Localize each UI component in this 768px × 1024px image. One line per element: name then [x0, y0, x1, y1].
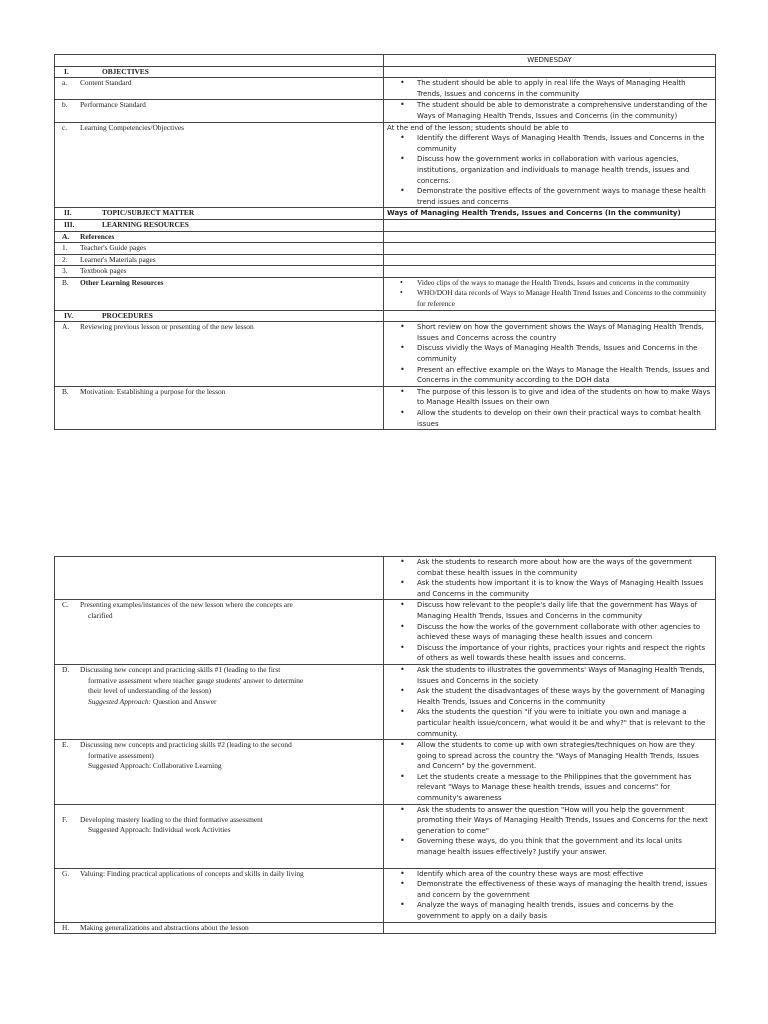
list-item: • Discuss the how the works of the government collaborate with other agencies to achieved these ways of managing these health issues and concern — [417, 622, 712, 643]
row-label: 2. Learner's Materials pages — [55, 254, 384, 266]
section-heading-objectives: I. OBJECTIVES — [55, 66, 384, 78]
row-label: C. Presenting examples/instances of the new lesson where the concepts are clarified — [55, 600, 384, 665]
row-content — [384, 122, 716, 208]
list-item: • Discuss the importance of your rights, practices your rights and respect the rights of others as well towards these health issues and concerns. — [417, 643, 712, 664]
row-content — [384, 804, 716, 868]
competencies-intro: At the end of the lesson; students should be able to — [387, 123, 569, 132]
row-label: E. Discussing new concepts and practicing skills #2 (leading to the second formative assessment) Suggested Approach: Collaborative Learning — [55, 740, 384, 805]
row-content — [384, 322, 716, 387]
table-row — [55, 266, 716, 278]
row-label: A. References — [55, 231, 384, 243]
table-row — [55, 277, 716, 310]
table-cell — [384, 922, 716, 934]
list-item: • Discuss how the government works in collaboration with various agencies, institutions, organization and individuals to manage health trends, issues and concerns. — [417, 154, 712, 186]
table-cell — [55, 557, 384, 600]
row-label: H. Making generalizations and abstractions about the lesson — [55, 922, 384, 934]
table-row — [55, 322, 716, 387]
table-row — [55, 310, 716, 322]
table-row — [55, 66, 716, 78]
row-content — [384, 100, 716, 122]
table-cell — [384, 66, 716, 78]
table-cell — [384, 254, 716, 266]
row-label: F. Developing mastery leading to the third formative assessment Suggested Approach: Individual work Activities — [55, 804, 384, 868]
list-item: • The student should be able to apply in real life the Ways of Managing Health Trends, Issues and concerns in the community — [417, 78, 712, 99]
row-label: 3. Textbook pages — [55, 266, 384, 278]
row-label: B. Motivation: Establishing a purpose for the lesson — [55, 386, 384, 429]
row-content — [384, 557, 716, 600]
list-item: • Short review on how the government shows the Ways of Managing Health Trends, Issues and Concerns across the country — [417, 322, 712, 343]
row-content — [384, 740, 716, 805]
section-heading-learning-resources: III. LEARNING RESOURCES — [55, 219, 384, 231]
list-item: • Ask the students to answer the question "How will you help the government promoting their Ways of Managing Health Trends, Issues and Concerns for the next generation to come" — [417, 805, 712, 837]
list-item: • The purpose of this lesson is to give and idea of the students on how to make Ways to Manage Health Issues on their own — [417, 387, 712, 408]
table-row — [55, 600, 716, 665]
table-row — [55, 740, 716, 805]
row-content — [384, 600, 716, 665]
list-item: • Demonstrate the positive effects of the government ways to manage these health trend issues and concerns — [417, 186, 712, 207]
table-cell — [55, 55, 384, 67]
list-item: • Allow the students to develop on their own their practical ways to combat health issues — [417, 408, 712, 429]
list-item: • Identify which area of the country these ways are most effective — [417, 869, 712, 880]
list-item: • Discuss how relevant to the people's daily life that the government has Ways of Managing Health Trends, Issues and Concerns in the community — [417, 600, 712, 621]
list-item: • The student should be able to demonstrate a comprehensive understanding of the Ways of Managing Health Trends, Issues and Concerns (in the community) — [417, 100, 712, 121]
list-item: • Demonstrate the effectiveness of these ways of managing the health trend, issues and concern by the government — [417, 879, 712, 900]
table-cell — [384, 243, 716, 255]
list-item: • Present an effective example on the Ways to Manage the Health Trends, Issues and Concerns in the community according to the DOH data — [417, 365, 712, 386]
row-label: G. Valuing: Finding practical applications of concepts and skills in daily living — [55, 868, 384, 922]
row-label: B. Other Learning Resources — [55, 277, 384, 310]
row-content — [384, 78, 716, 100]
row-content — [384, 277, 716, 310]
table-row — [55, 55, 716, 67]
table-row — [55, 243, 716, 255]
table-cell — [384, 266, 716, 278]
row-label: c. Learning Competencies/Objectives — [55, 122, 384, 208]
list-item: • WHO/DOH data records of Ways to Manage Health Trend Issues and Concerns to the community for reference — [417, 288, 712, 309]
table-row — [55, 386, 716, 429]
list-item: • Governing these ways, do you think that the government and its local units manage health issues effectively? Justify your answer. — [417, 836, 712, 857]
table-row — [55, 122, 716, 208]
table-cell — [384, 310, 716, 322]
row-label: D. Discussing new concept and practicing skills #1 (leading to the first formative assessment where teacher gauge students' answer to determine their level of understanding of the lesson) Suggested Approach: Question and Answer — [55, 664, 384, 739]
row-content — [384, 664, 716, 739]
list-item: • Identify the different Ways of Managing Health Trends, Issues and Concerns in the community — [417, 133, 712, 154]
topic-value: Ways of Managing Health Trends, Issues and Concerns (In the community) — [384, 208, 716, 220]
table-row — [55, 231, 716, 243]
lesson-plan-table-2 — [54, 556, 716, 934]
list-item: • Discuss vividly the Ways of Managing Health Trends, Issues and Concerns in the community — [417, 343, 712, 364]
section-heading-procedures: IV. PROCEDURES — [55, 310, 384, 322]
list-item: • Analyze the ways of managing health trends, issues and concerns by the government to apply on a daily basis — [417, 900, 712, 921]
list-item: • Allow the students to come up with own strategies/techniques on how are they going to spread across the country the "Ways of Managing Health Trends, Issues and Concern" by the government. — [417, 740, 712, 772]
lesson-plan-table-1 — [54, 54, 716, 430]
row-label: a. Content Standard — [55, 78, 384, 100]
day-header: WEDNESDAY — [384, 55, 716, 67]
table-cell — [384, 231, 716, 243]
section-heading-topic: II. TOPIC/SUBJECT MATTER — [55, 208, 384, 220]
list-item: • Ask the students to illustrates the governments' Ways of Managing Health Trends, Issues and Concerns in the society — [417, 665, 712, 686]
row-label: 1. Teacher's Guide pages — [55, 243, 384, 255]
row-content — [384, 868, 716, 922]
table-row — [55, 254, 716, 266]
list-item: • Let the students create a message to the Philippines that the government has relevant "Ways to Manage these health trends, issues and concerns" for community's awareness — [417, 772, 712, 804]
table-row — [55, 208, 716, 220]
table-row — [55, 804, 716, 868]
table-row — [55, 219, 716, 231]
table-row — [55, 78, 716, 100]
row-label: A. Reviewing previous lesson or presenting of the new lesson — [55, 322, 384, 387]
table-row — [55, 922, 716, 934]
row-content — [384, 386, 716, 429]
list-item: • Ask the students to research more about how are the ways of the government combat these health issues in the community — [417, 557, 712, 578]
table-row — [55, 664, 716, 739]
list-item: • Video clips of the ways to manage the Health Trends, Issues and concerns in the community — [417, 278, 712, 289]
table-row — [55, 100, 716, 122]
list-item: • Ask the student the disadvantages of these ways by the government of Managing Health Trends, Issues and Concerns in the community — [417, 686, 712, 707]
table-cell — [384, 219, 716, 231]
list-item: • Aks the students the question "if you were to initiate you own and manage a particular health issue/concern, what would it be and why?" that is relevant to the community. — [417, 707, 712, 739]
table-row — [55, 868, 716, 922]
list-item: • Ask the students how important it is to know the Ways of Managing Health Issues and Concerns in the community — [417, 578, 712, 599]
row-label: b. Performance Standard — [55, 100, 384, 122]
table-row — [55, 557, 716, 600]
